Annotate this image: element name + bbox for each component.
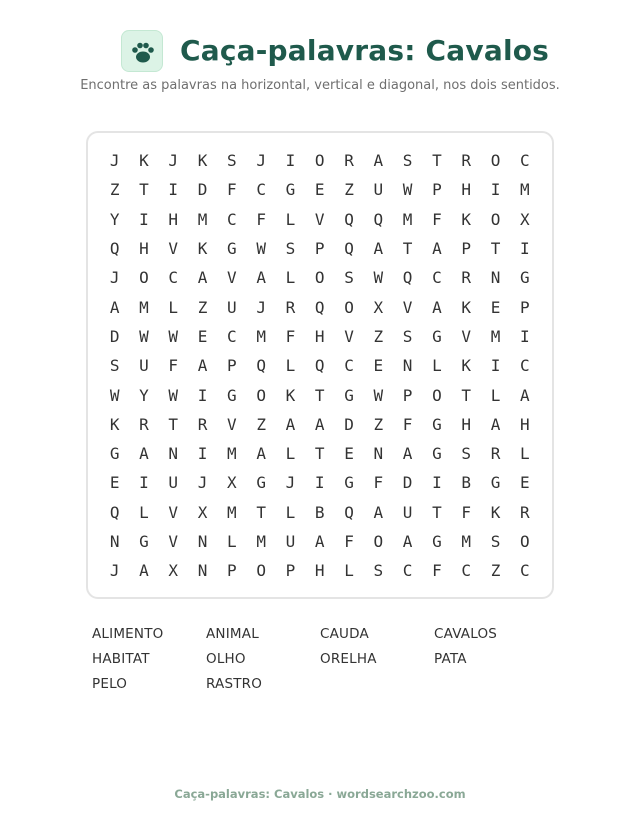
grid-cell[interactable]: A <box>373 151 384 171</box>
grid-cell[interactable]: J <box>109 561 120 581</box>
grid-cell[interactable]: T <box>256 502 266 522</box>
grid-cell[interactable]: J <box>256 151 266 171</box>
grid-cell[interactable]: Q <box>109 239 120 259</box>
grid-cell[interactable]: C <box>519 151 530 171</box>
grid-cell[interactable]: H <box>519 414 530 434</box>
grid-cell[interactable]: H <box>168 209 179 229</box>
grid-cell[interactable]: Y <box>139 385 149 405</box>
grid-cell[interactable]: I <box>197 385 208 405</box>
grid-cell[interactable]: I <box>197 444 208 464</box>
grid-cell[interactable]: V <box>168 532 179 551</box>
grid-cell[interactable]: T <box>402 239 413 259</box>
grid-cell[interactable]: N <box>490 268 501 288</box>
grid-cell[interactable]: O <box>373 532 384 551</box>
grid-cell[interactable]: R <box>461 268 472 288</box>
grid-cell[interactable]: I <box>490 356 501 376</box>
grid-cell[interactable]: O <box>314 151 325 171</box>
grid-cell[interactable]: W <box>373 268 384 288</box>
grid-cell[interactable]: X <box>373 297 384 317</box>
grid-cell[interactable]: F <box>285 326 296 346</box>
grid-cell[interactable]: J <box>256 297 266 317</box>
grid-cell[interactable]: V <box>402 297 413 317</box>
grid-cell[interactable]: I <box>168 180 179 200</box>
grid-cell[interactable]: D <box>109 326 120 346</box>
grid-cell[interactable]: A <box>197 356 208 376</box>
grid-cell[interactable]: S <box>227 151 237 171</box>
grid-cell[interactable]: W <box>139 326 149 346</box>
grid-cell[interactable]: A <box>402 444 413 464</box>
grid-cell[interactable]: W <box>373 385 384 405</box>
grid-cell[interactable]: Q <box>314 297 325 317</box>
grid-cell[interactable]: A <box>373 239 384 259</box>
grid-cell[interactable]: G <box>432 444 442 464</box>
grid-cell[interactable]: L <box>432 356 442 376</box>
grid-cell[interactable]: K <box>285 385 296 405</box>
grid-cell[interactable]: L <box>285 268 296 288</box>
grid-cell[interactable]: K <box>139 151 149 171</box>
word-list-item: RASTRO <box>206 676 263 692</box>
word-list-item: PATA <box>434 651 467 667</box>
grid-cell[interactable]: C <box>344 356 354 376</box>
grid-cell[interactable]: A <box>373 502 384 522</box>
grid-cell[interactable]: P <box>227 561 237 581</box>
grid-cell[interactable]: E <box>490 297 501 317</box>
grid-cell[interactable]: E <box>519 473 530 493</box>
grid-cell[interactable]: X <box>519 209 530 229</box>
word-list-item: ANIMAL <box>206 626 259 642</box>
grid-cell[interactable]: L <box>139 502 149 522</box>
grid-cell[interactable]: M <box>256 326 266 346</box>
grid-cell[interactable]: C <box>402 561 413 581</box>
grid-cell[interactable]: G <box>285 180 296 200</box>
grid-cell[interactable]: W <box>168 326 179 346</box>
grid-cell[interactable]: O <box>490 209 501 229</box>
grid-cell[interactable]: M <box>402 209 413 229</box>
grid-cell[interactable]: T <box>432 502 442 522</box>
grid-cell[interactable]: L <box>227 532 237 551</box>
grid-cell[interactable]: M <box>139 297 149 317</box>
grid-cell[interactable]: A <box>402 532 413 551</box>
grid-cell[interactable]: K <box>461 297 472 317</box>
grid-cell[interactable]: T <box>168 414 179 434</box>
grid-cell[interactable]: F <box>432 561 442 581</box>
grid-cell[interactable]: W <box>109 385 120 405</box>
grid-cell[interactable]: Q <box>344 502 354 522</box>
grid-cell[interactable]: Z <box>344 180 354 200</box>
grid-cell[interactable]: F <box>256 209 266 229</box>
grid-cell[interactable]: Z <box>109 180 120 200</box>
grid-cell[interactable]: R <box>197 414 208 434</box>
grid-cell[interactable]: Z <box>373 326 384 346</box>
grid-cell[interactable]: R <box>490 444 501 464</box>
grid-cell[interactable]: K <box>109 414 120 434</box>
grid-cell[interactable]: A <box>285 414 296 434</box>
grid-cell[interactable]: N <box>402 356 413 376</box>
grid-cell[interactable]: D <box>402 473 413 493</box>
grid-cell[interactable]: L <box>285 502 296 522</box>
grid-cell[interactable]: G <box>256 473 266 493</box>
grid-cell[interactable]: R <box>344 151 354 171</box>
header <box>0 28 640 76</box>
grid-cell[interactable]: I <box>139 473 149 493</box>
grid-cell[interactable]: O <box>344 297 354 317</box>
grid-cell[interactable]: N <box>197 532 208 551</box>
grid-cell[interactable]: N <box>197 561 208 581</box>
grid-cell[interactable]: P <box>461 239 472 259</box>
grid-cell[interactable]: U <box>227 297 237 317</box>
grid-cell[interactable]: J <box>109 268 120 288</box>
grid-cell[interactable]: S <box>490 532 501 551</box>
grid-cell[interactable]: K <box>197 239 208 259</box>
grid-cell[interactable]: M <box>461 532 472 551</box>
grid-cell[interactable]: Q <box>256 356 266 376</box>
grid-cell[interactable]: G <box>227 385 237 405</box>
grid-cell[interactable]: V <box>227 268 237 288</box>
grid-cell[interactable]: S <box>109 356 120 376</box>
grid-cell[interactable]: U <box>139 356 149 376</box>
grid-cell[interactable]: A <box>314 532 325 551</box>
grid-cell[interactable]: B <box>461 473 472 493</box>
grid-cell[interactable]: O <box>519 532 530 551</box>
grid-cell[interactable]: Y <box>109 209 120 229</box>
footer: Caça-palavras: Cavalos · wordsearchzoo.com <box>174 787 466 801</box>
grid-cell[interactable]: H <box>139 239 149 259</box>
grid-cell[interactable]: A <box>519 385 530 405</box>
grid-cell[interactable]: B <box>314 502 325 522</box>
grid-cell[interactable]: F <box>402 414 413 434</box>
word-list-item: HABITAT <box>92 651 150 667</box>
grid-cell[interactable]: G <box>344 473 354 493</box>
grid-cell[interactable]: Z <box>373 414 384 434</box>
grid-cell[interactable]: I <box>314 473 325 493</box>
grid-cell[interactable]: A <box>139 561 149 581</box>
grid-cell[interactable]: I <box>285 151 296 171</box>
grid-cell[interactable]: L <box>519 444 530 464</box>
grid-cell[interactable]: X <box>227 473 237 493</box>
grid-cell[interactable]: G <box>490 473 501 493</box>
grid-cell[interactable]: V <box>461 326 472 346</box>
word-list-item: CAUDA <box>320 626 369 642</box>
grid-cell[interactable]: U <box>402 502 413 522</box>
grid-cell[interactable]: O <box>314 268 325 288</box>
grid-cell[interactable]: M <box>197 209 208 229</box>
grid-cell[interactable]: T <box>461 385 472 405</box>
grid-cell[interactable]: X <box>168 561 179 581</box>
grid-cell[interactable]: G <box>432 414 442 434</box>
grid-cell[interactable]: O <box>139 268 149 288</box>
grid-cell[interactable]: W <box>402 180 413 200</box>
grid-cell[interactable]: O <box>256 561 266 581</box>
grid-cell[interactable]: V <box>344 326 354 346</box>
grid-cell[interactable]: M <box>227 502 237 522</box>
grid-cell[interactable]: O <box>432 385 442 405</box>
grid-cell[interactable]: C <box>256 180 266 200</box>
grid-cell[interactable]: G <box>139 532 149 551</box>
grid-cell[interactable]: G <box>432 532 442 551</box>
grid-cell[interactable]: T <box>314 444 325 464</box>
grid-cell[interactable]: I <box>139 209 149 229</box>
grid-cell[interactable]: F <box>373 473 384 493</box>
grid-cell[interactable]: I <box>519 239 530 259</box>
grid-cell[interactable]: K <box>197 151 208 171</box>
grid-cell[interactable]: J <box>285 473 296 493</box>
grid-cell[interactable]: G <box>344 385 354 405</box>
grid-cell[interactable]: U <box>168 473 179 493</box>
grid-cell[interactable]: V <box>168 502 179 522</box>
grid-cell[interactable]: Q <box>373 209 384 229</box>
grid-cell[interactable]: P <box>314 239 325 259</box>
grid-cell[interactable]: S <box>344 268 354 288</box>
grid-cell[interactable]: D <box>344 414 354 434</box>
grid-cell[interactable]: L <box>285 209 296 229</box>
grid-cell[interactable]: G <box>432 326 442 346</box>
grid-cell[interactable]: S <box>402 151 413 171</box>
grid-cell[interactable]: H <box>461 414 472 434</box>
grid-cell[interactable]: E <box>109 473 120 493</box>
grid-cell[interactable]: A <box>432 239 442 259</box>
grid-cell[interactable]: M <box>227 444 237 464</box>
grid-cell[interactable]: V <box>314 209 325 229</box>
grid-cell[interactable]: C <box>168 268 179 288</box>
grid-cell[interactable]: Q <box>109 502 120 522</box>
grid-cell[interactable]: S <box>285 239 296 259</box>
grid-cell[interactable]: Q <box>402 268 413 288</box>
grid-cell[interactable]: L <box>490 385 501 405</box>
grid-cell[interactable]: J <box>109 151 120 171</box>
grid-cell[interactable]: P <box>402 385 413 405</box>
grid-cell[interactable]: L <box>344 561 354 581</box>
grid-cell[interactable]: A <box>139 444 149 464</box>
grid-cell[interactable]: A <box>432 297 442 317</box>
grid-cell[interactable]: C <box>461 561 472 581</box>
grid-cell[interactable]: F <box>344 532 354 551</box>
grid-cell[interactable]: P <box>285 561 296 581</box>
grid-cell[interactable]: C <box>432 268 442 288</box>
instructions: Encontre as palavras na horizontal, vertical e diagonal, nos dois sentidos. <box>80 78 560 93</box>
grid-cell[interactable]: U <box>373 180 384 200</box>
grid-cell[interactable]: C <box>519 561 530 581</box>
grid-cell[interactable]: K <box>490 502 501 522</box>
grid-cell[interactable]: F <box>461 502 472 522</box>
grid-cell[interactable]: C <box>519 356 530 376</box>
logo <box>121 30 163 72</box>
grid-cell[interactable]: D <box>197 180 208 200</box>
word-list-item: ORELHA <box>320 651 377 667</box>
word-list-item: ALIMENTO <box>92 626 164 642</box>
grid-cell[interactable]: P <box>519 297 530 317</box>
grid-cell[interactable]: T <box>139 180 149 200</box>
grid-cell[interactable]: F <box>432 209 442 229</box>
grid-cell[interactable]: V <box>168 239 179 259</box>
grid-cell[interactable]: Q <box>314 356 325 376</box>
grid-cell[interactable]: M <box>519 180 530 200</box>
grid-cell[interactable]: N <box>373 444 384 464</box>
grid-cell[interactable]: R <box>519 502 530 522</box>
grid-cell[interactable]: M <box>256 532 266 551</box>
grid-cell[interactable]: X <box>197 502 208 522</box>
grid-cell[interactable]: H <box>314 326 325 346</box>
grid-cell[interactable]: I <box>490 180 501 200</box>
grid-cell[interactable]: A <box>256 444 266 464</box>
grid-cell[interactable]: E <box>373 356 384 376</box>
word-list <box>92 626 548 701</box>
grid-cell[interactable]: G <box>519 268 530 288</box>
grid-cell[interactable]: O <box>490 151 501 171</box>
grid-cell[interactable]: R <box>285 297 296 317</box>
word-list-item: CAVALOS <box>434 626 498 642</box>
grid-cell[interactable]: E <box>197 326 208 346</box>
grid-cell[interactable]: E <box>314 180 325 200</box>
grid-cell[interactable]: S <box>373 561 384 581</box>
grid-cell[interactable]: G <box>227 239 237 259</box>
grid-cell[interactable]: I <box>519 326 530 346</box>
grid-cell[interactable]: O <box>256 385 266 405</box>
grid-cell[interactable]: H <box>461 180 472 200</box>
grid-cell[interactable]: W <box>168 385 179 405</box>
grid-cell[interactable]: W <box>256 239 266 259</box>
grid-cell[interactable]: F <box>168 356 179 376</box>
word-list-item: OLHO <box>206 651 246 667</box>
grid-cell[interactable]: V <box>227 414 237 434</box>
letter-grid <box>100 146 539 585</box>
grid-cell[interactable]: K <box>461 356 472 376</box>
grid-cell[interactable]: C <box>227 209 237 229</box>
word-list-item: PELO <box>92 676 128 692</box>
grid-cell[interactable]: N <box>168 444 179 464</box>
grid-cell[interactable]: N <box>109 532 120 551</box>
grid-cell[interactable]: J <box>197 473 208 493</box>
grid-cell[interactable]: K <box>461 209 472 229</box>
grid-cell[interactable]: S <box>461 444 472 464</box>
grid-cell[interactable]: H <box>314 561 325 581</box>
grid-cell[interactable]: J <box>168 151 179 171</box>
grid-cell[interactable]: P <box>227 356 237 376</box>
grid-cell[interactable]: R <box>139 414 149 434</box>
grid-cell[interactable]: R <box>461 151 472 171</box>
grid-cell[interactable]: C <box>227 326 237 346</box>
grid-cell[interactable]: S <box>402 326 413 346</box>
grid-cell[interactable]: A <box>109 297 120 317</box>
grid-cell[interactable]: I <box>432 473 442 493</box>
grid-cell[interactable]: L <box>168 297 179 317</box>
grid-cell[interactable]: T <box>314 385 325 405</box>
grid-cell[interactable]: A <box>197 268 208 288</box>
grid-cell[interactable]: F <box>227 180 237 200</box>
grid-cell[interactable]: M <box>490 326 501 346</box>
grid-cell[interactable]: P <box>432 180 442 200</box>
grid-cell[interactable]: A <box>256 268 266 288</box>
grid-cell[interactable]: T <box>490 239 501 259</box>
grid-cell[interactable]: G <box>109 444 120 464</box>
grid-cell[interactable]: Z <box>256 414 266 434</box>
grid-cell[interactable]: Q <box>344 239 354 259</box>
grid-cell[interactable]: A <box>490 414 501 434</box>
grid-cell[interactable]: T <box>432 151 442 171</box>
grid-cell[interactable]: L <box>285 356 296 376</box>
grid-cell[interactable]: Z <box>490 561 501 581</box>
grid-cell[interactable]: Q <box>344 209 354 229</box>
grid-cell[interactable]: E <box>344 444 354 464</box>
grid-cell[interactable]: L <box>285 444 296 464</box>
grid-cell[interactable]: Z <box>197 297 208 317</box>
grid-cell[interactable]: A <box>314 414 325 434</box>
page-title: Caça-palavras: Cavalos <box>180 34 550 67</box>
grid-cell[interactable]: U <box>285 532 296 551</box>
